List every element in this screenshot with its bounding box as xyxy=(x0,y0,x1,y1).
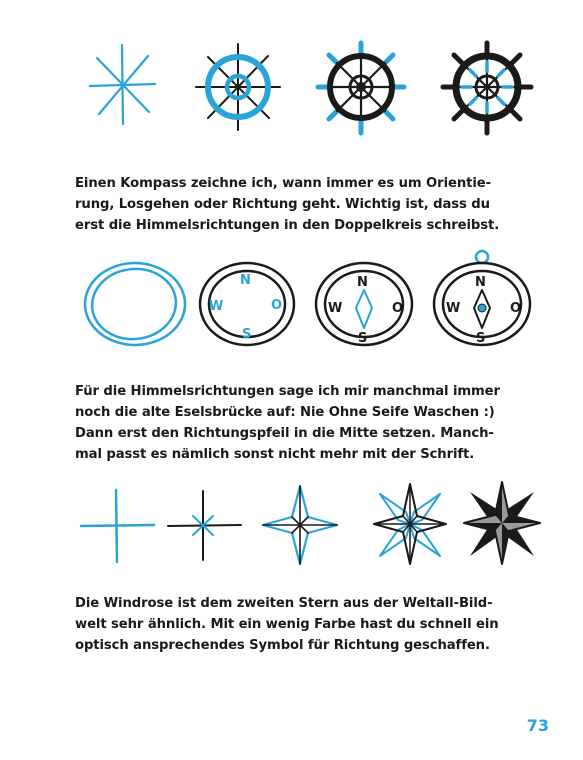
text-line: Dann erst den Richtungspfeil in die Mitte setzen. Manch- xyxy=(75,426,494,441)
windrose-step-1-drawing xyxy=(78,486,158,566)
paragraph-eselsbruecke xyxy=(75,381,545,465)
windrose-step-2-drawing xyxy=(165,488,245,563)
compass-letter-w: W xyxy=(446,301,461,316)
wheel-step-2-drawing xyxy=(192,40,284,135)
compass-step-2-drawing xyxy=(196,258,298,350)
compass-letter-s: S xyxy=(476,331,486,346)
ship-wheel-illustrations xyxy=(0,40,583,160)
windrose-step-4-drawing xyxy=(370,480,450,568)
compass-letter-s: S xyxy=(242,327,252,342)
compass-letter-w: W xyxy=(328,301,343,316)
text-line: mal passt es nämlich sonst nicht mehr mit der Schrift. xyxy=(75,447,475,462)
windrose-step-3-drawing xyxy=(260,483,340,567)
paragraph-compass-intro xyxy=(75,173,545,236)
compass-letter-s: S xyxy=(358,331,368,346)
text-line: rung, Losgehen oder Richtung geht. Wichtig ist, dass du xyxy=(75,197,490,212)
compass-letter-n: N xyxy=(357,275,368,290)
text-line: noch die alte Eselsbrücke auf: Nie Ohne Seife Waschen :) xyxy=(75,405,495,420)
compass-illustrations xyxy=(0,248,583,358)
compass-step-3-drawing xyxy=(312,258,416,350)
compass-letter-w: W xyxy=(209,299,224,314)
paragraph-windrose xyxy=(75,593,545,656)
compass-letter-n: N xyxy=(475,275,486,290)
wind-rose-illustrations xyxy=(0,478,583,578)
compass-letter-o: O xyxy=(392,301,404,316)
text-line: optisch ansprechendes Symbol für Richtung geschaffen. xyxy=(75,638,490,653)
wheel-step-1-drawing xyxy=(85,40,160,130)
text-line: erst die Himmelsrichtungen in den Doppelkreis schreibst. xyxy=(75,218,500,233)
text-line: welt sehr ähnlich. Mit ein wenig Farbe hast du schnell ein xyxy=(75,617,499,632)
compass-letter-o: O xyxy=(271,298,283,313)
page-number: 73 xyxy=(526,716,549,735)
compass-step-1-drawing xyxy=(80,258,190,350)
wheel-step-4-drawing xyxy=(440,40,535,140)
compass-step-4-drawing xyxy=(430,248,534,350)
text-line: Die Windrose ist dem zweiten Stern aus der Weltall-Bild- xyxy=(75,596,493,611)
compass-letter-n: N xyxy=(240,273,251,288)
compass-letter-o: O xyxy=(510,301,522,316)
wheel-step-3-drawing xyxy=(315,40,407,140)
text-line: Einen Kompass zeichne ich, wann immer es um Orientie- xyxy=(75,176,491,191)
text-line: Für die Himmelsrichtungen sage ich mir manchmal immer xyxy=(75,384,500,399)
windrose-step-5-drawing xyxy=(460,478,544,568)
